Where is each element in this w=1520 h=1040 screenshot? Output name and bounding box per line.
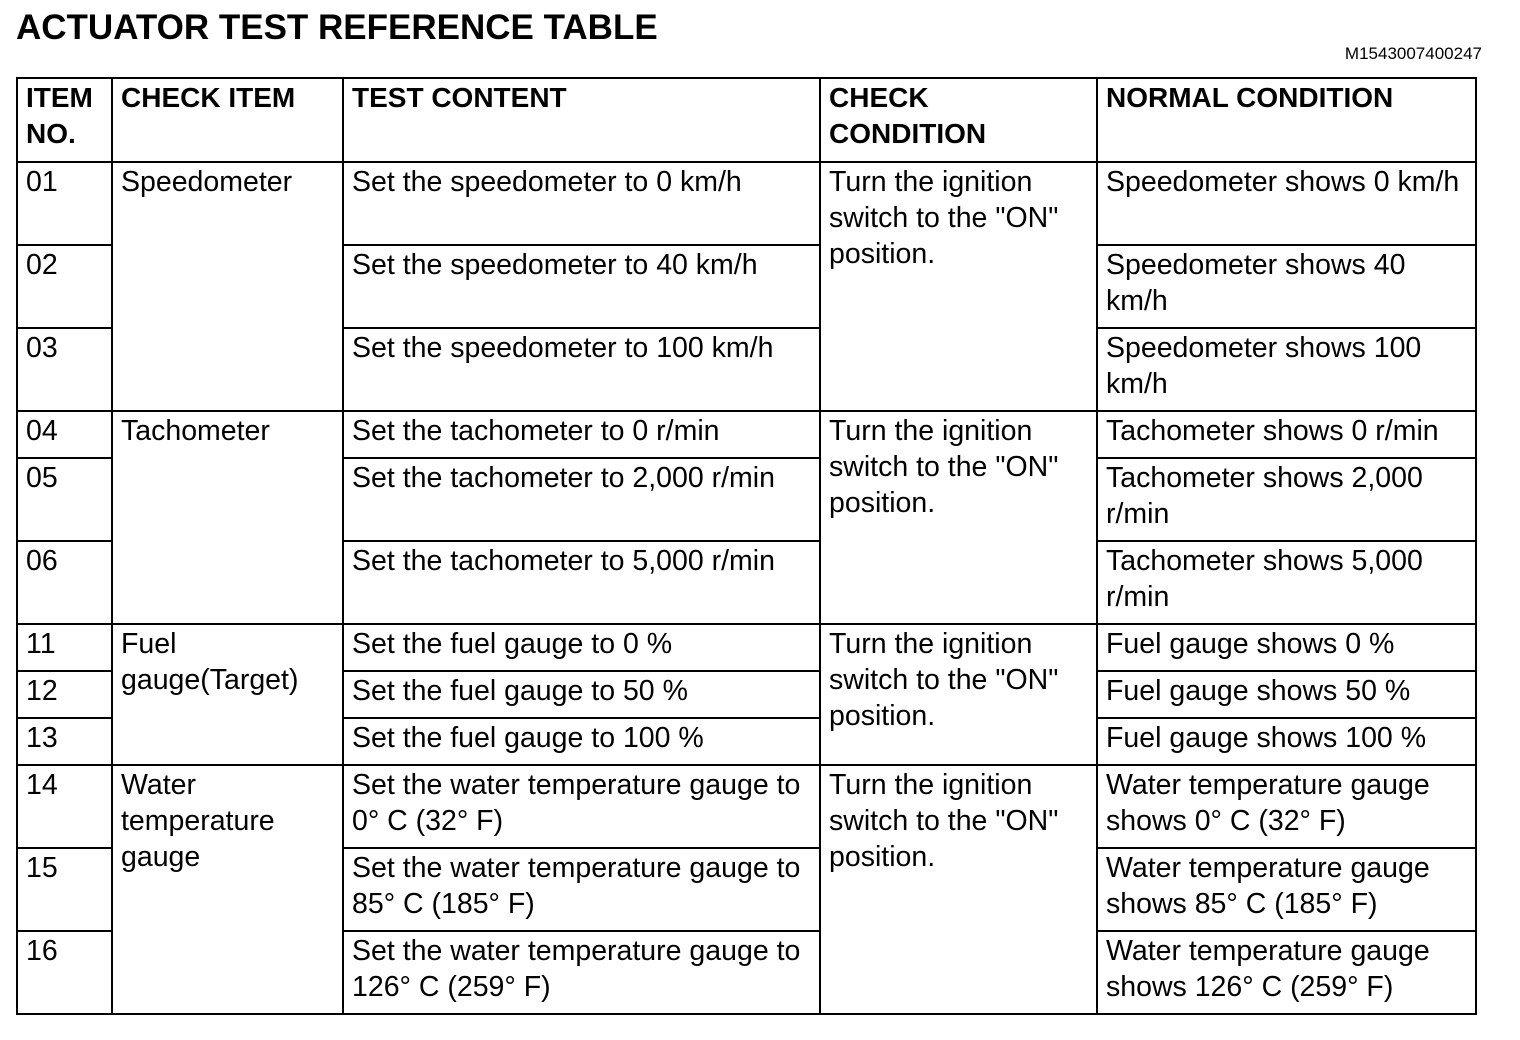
check-item-cell: Tachometer [112,411,343,624]
item-no-cell: 03 [17,328,112,411]
table-header-row [17,78,1476,162]
item-no-cell: 13 [17,718,112,765]
normal-condition-cell: Fuel gauge shows 50 % [1097,671,1476,718]
item-no-cell: 01 [17,162,112,245]
item-no-cell: 15 [17,848,112,931]
test-content-cell: Set the fuel gauge to 0 % [343,624,820,671]
test-content-cell: Set the water temperature gauge to 0° C (32° F) [343,765,820,848]
header-test-content: TEST CONTENT [343,78,820,162]
item-no-cell: 14 [17,765,112,848]
normal-condition-cell: Water temperature gauge shows 0° C (32° F) [1097,765,1476,848]
test-content-cell: Set the speedometer to 0 km/h [343,162,820,245]
item-no-cell: 02 [17,245,112,328]
normal-condition-cell: Fuel gauge shows 100 % [1097,718,1476,765]
normal-condition-cell: Speedometer shows 40 km/h [1097,245,1476,328]
normal-condition-cell: Water temperature gauge shows 85° C (185° F) [1097,848,1476,931]
item-no-cell: 16 [17,931,112,1014]
normal-condition-cell: Water temperature gauge shows 126° C (259° F) [1097,931,1476,1014]
item-no-cell: 12 [17,671,112,718]
header-check-condition: CHECK CONDITION [820,78,1097,162]
page-title: ACTUATOR TEST REFERENCE TABLE [16,8,658,47]
table-row [17,624,1476,671]
check-item-cell: Water temperature gauge [112,765,343,1014]
item-no-cell: 11 [17,624,112,671]
test-content-cell: Set the water temperature gauge to 126° C (259° F) [343,931,820,1014]
normal-condition-cell: Speedometer shows 0 km/h [1097,162,1476,245]
item-no-cell: 04 [17,411,112,458]
test-content-cell: Set the tachometer to 0 r/min [343,411,820,458]
check-condition-cell: Turn the ignition switch to the "ON" position. [820,411,1097,624]
normal-condition-cell: Tachometer shows 5,000 r/min [1097,541,1476,624]
table-row [17,162,1476,245]
test-content-cell: Set the water temperature gauge to 85° C (185° F) [343,848,820,931]
test-content-cell: Set the tachometer to 5,000 r/min [343,541,820,624]
header-normal-condition: NORMAL CONDITION [1097,78,1476,162]
normal-condition-cell: Tachometer shows 0 r/min [1097,411,1476,458]
actuator-test-table [16,77,1477,1015]
normal-condition-cell: Speedometer shows 100 km/h [1097,328,1476,411]
test-content-cell: Set the fuel gauge to 50 % [343,671,820,718]
header-check-item: CHECK ITEM [112,78,343,162]
item-no-cell: 06 [17,541,112,624]
header-item-no: ITEM NO. [17,78,112,162]
check-condition-cell: Turn the ignition switch to the "ON" position. [820,624,1097,765]
item-no-cell: 05 [17,458,112,541]
document-code: M1543007400247 [1344,44,1482,63]
check-item-cell: Speedometer [112,162,343,411]
table-row [17,765,1476,848]
test-content-cell: Set the speedometer to 100 km/h [343,328,820,411]
normal-condition-cell: Fuel gauge shows 0 % [1097,624,1476,671]
test-content-cell: Set the speedometer to 40 km/h [343,245,820,328]
check-condition-cell: Turn the ignition switch to the "ON" position. [820,162,1097,411]
check-condition-cell: Turn the ignition switch to the "ON" position. [820,765,1097,1014]
test-content-cell: Set the fuel gauge to 100 % [343,718,820,765]
normal-condition-cell: Tachometer shows 2,000 r/min [1097,458,1476,541]
table-row [17,411,1476,458]
check-item-cell: Fuel gauge(Target) [112,624,343,765]
test-content-cell: Set the tachometer to 2,000 r/min [343,458,820,541]
